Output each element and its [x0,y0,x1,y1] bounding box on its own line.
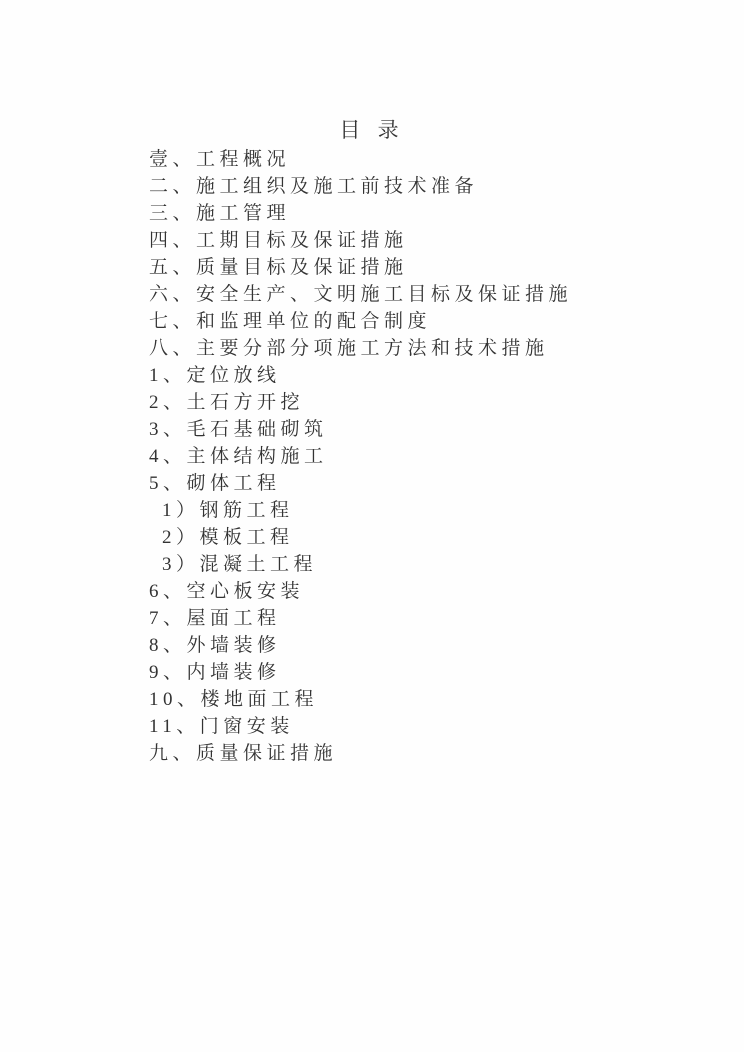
toc-item: 八、主要分部分项施工方法和技术措施 [149,338,549,359]
toc-item: 九、质量保证措施 [149,743,338,764]
toc-item: 6、空心板安装 [149,581,305,602]
page-title: 目 录 [339,118,405,142]
toc-item: 4、主体结构施工 [149,446,328,467]
toc-item: 11、门窗安装 [149,716,294,737]
toc-list [149,146,709,767]
toc-item: 七、和监理单位的配合制度 [149,311,432,332]
toc-item: 四、工期目标及保证措施 [149,230,408,251]
toc-item: 二、施工组织及施工前技术准备 [149,176,479,197]
toc-item: 六、安全生产、文明施工目标及保证措施 [149,284,573,305]
toc-item: 1）钢筋工程 [162,500,294,521]
toc-item: 10、楼地面工程 [149,689,319,710]
toc-item: 8、外墙装修 [149,635,281,656]
toc-item: 1、定位放线 [149,365,281,386]
toc-item: 7、屋面工程 [149,608,281,629]
toc-item: 壹、工程概况 [149,149,291,170]
toc-item: 五、质量目标及保证措施 [149,257,408,278]
toc-item: 2）模板工程 [162,527,294,548]
toc-item: 9、内墙装修 [149,662,281,683]
toc-item: 2、土石方开挖 [149,392,305,413]
toc-item: 3、毛石基础砌筑 [149,419,328,440]
toc-item: 3）混凝土工程 [162,554,318,575]
toc-item: 三、施工管理 [149,203,291,224]
toc-item: 5、砌体工程 [149,473,281,494]
